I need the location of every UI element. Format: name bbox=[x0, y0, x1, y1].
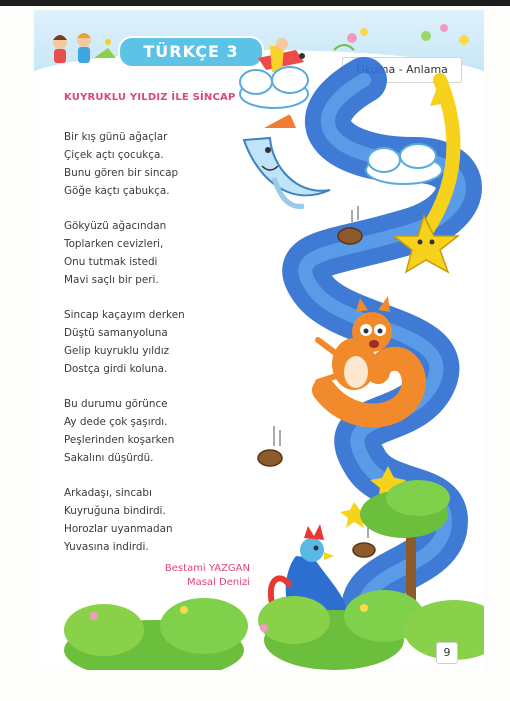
poem-line: Horozlar uyanmadan bbox=[64, 523, 173, 535]
author-name: Bestami YAZGAN bbox=[164, 563, 250, 574]
poem-line: Peşlerinden koşarken bbox=[64, 434, 175, 446]
cloud-icon bbox=[366, 144, 442, 184]
poem-line: Bu durumu görünce bbox=[64, 398, 168, 410]
poem-line: Arkadaşı, sincabı bbox=[64, 487, 152, 499]
scan-edge bbox=[0, 0, 510, 6]
poem-title: KUYRUKLU YILDIZ İLE SİNCAP bbox=[64, 92, 236, 103]
poem-line: Sincap kaçayım derken bbox=[64, 309, 185, 321]
walnut-icon bbox=[338, 228, 362, 244]
stanza bbox=[64, 484, 264, 556]
poem-line: Mavi saçlı bir peri. bbox=[64, 274, 159, 286]
subject-badge: TÜRKÇE 3 bbox=[118, 36, 264, 68]
source-title: Masal Denizi bbox=[186, 577, 250, 588]
walnut-icon bbox=[353, 543, 375, 557]
poem-line: Dostça girdi koluna. bbox=[64, 363, 168, 375]
page-number: 9 bbox=[436, 642, 458, 664]
poem-line: Göğe kaçtı çabukça. bbox=[64, 185, 170, 197]
poem-line: Gökyüzü ağacından bbox=[64, 220, 167, 232]
bush-icon bbox=[64, 590, 484, 670]
stanza bbox=[64, 128, 264, 200]
section-tab: Okuma - Anlama bbox=[342, 57, 462, 83]
poem-line: Çiçek açtı çocukça. bbox=[64, 149, 164, 161]
stanza bbox=[64, 395, 264, 467]
poem-attribution bbox=[164, 562, 250, 590]
cloud-icon bbox=[240, 67, 308, 108]
poem-line: Kuyruğuna bindirdi. bbox=[64, 505, 166, 517]
poem-line: Sakalını düşürdü. bbox=[64, 452, 154, 464]
poem-body bbox=[64, 128, 264, 573]
stanza bbox=[64, 306, 264, 378]
poem-line: Bunu gören bir sincap bbox=[64, 167, 179, 179]
textbook-page bbox=[34, 10, 484, 670]
poem-line: Gelip kuyruklu yıldız bbox=[64, 345, 170, 357]
poem-line: Onu tutmak istedi bbox=[64, 256, 158, 268]
poem-line: Düştü samanyoluna bbox=[64, 327, 168, 339]
poem-line: Ay dede çok şaşırdı. bbox=[64, 416, 168, 428]
poem-line: Bir kış günü ağaçlar bbox=[64, 131, 168, 143]
poem-line: Yuvasına indirdi. bbox=[64, 541, 149, 553]
poem-line: Toplarken cevizleri, bbox=[64, 238, 164, 250]
stanza bbox=[64, 217, 264, 289]
